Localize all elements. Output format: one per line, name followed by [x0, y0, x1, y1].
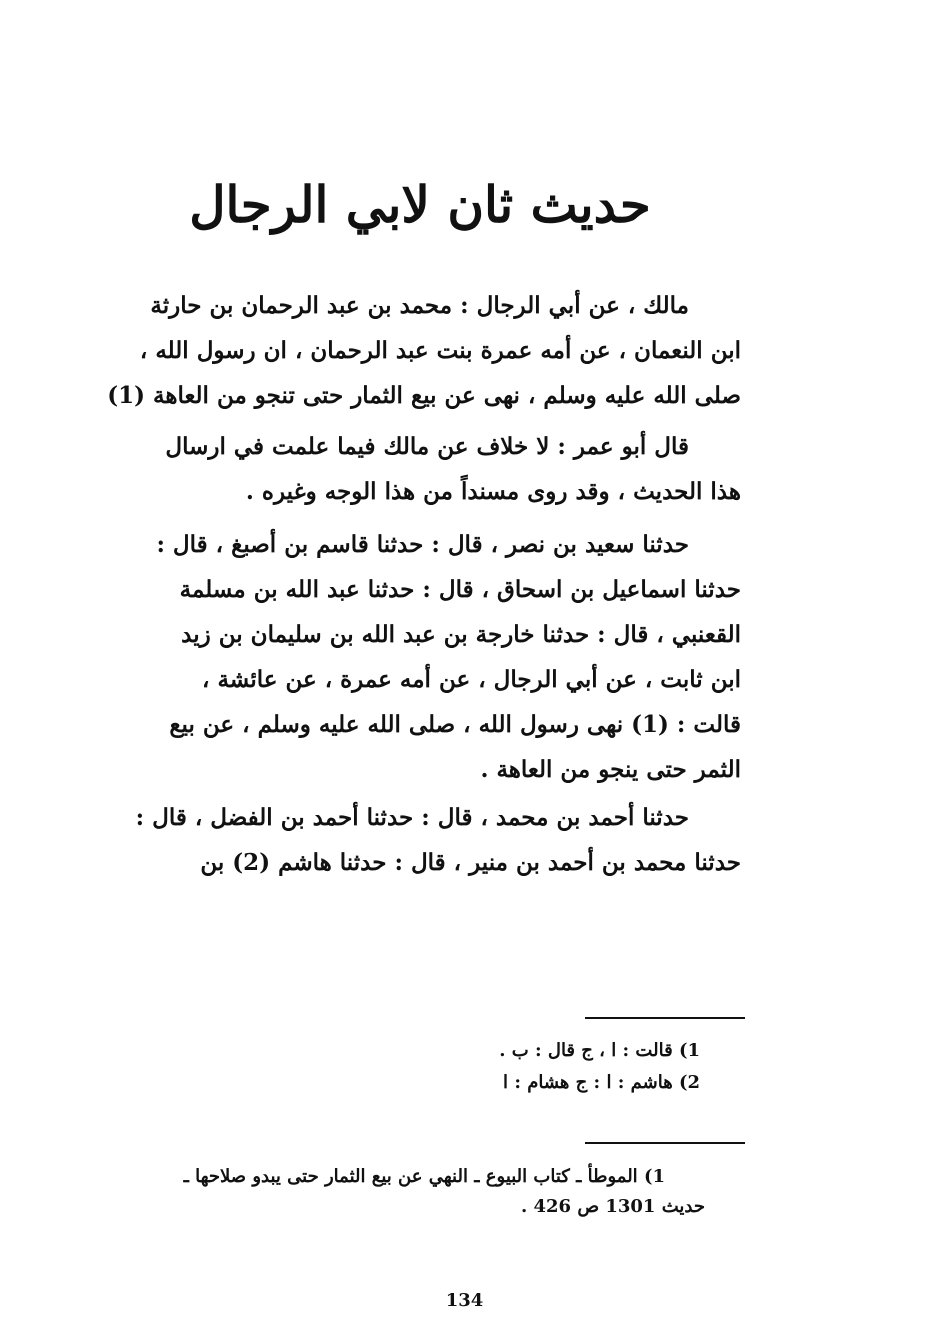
- variant-note: 1) قالت : ا ، ج قال : ب .: [499, 1040, 700, 1061]
- paragraph-2: [105, 424, 741, 514]
- footnote-divider: [585, 1142, 745, 1144]
- text-line: قالت : (1) نهى رسول الله ، صلى الله عليه وسلم ، عن بيع: [169, 711, 741, 738]
- text-line: هذا الحديث ، وقد روى مسنداً من هذا الوجه وغيره .: [245, 478, 741, 505]
- text-line: حدثنا محمد بن أحمد بن منير ، قال : حدثنا هاشم (2) بن: [200, 849, 741, 876]
- notes-divider: [585, 1017, 745, 1019]
- paragraph-1: [105, 283, 741, 418]
- text-line: ابن النعمان ، عن أمه عمرة بنت عبد الرحمان ، ان رسول الله ،: [139, 337, 741, 364]
- footnote-line: 1) الموطأ ـ كتاب البيوع ـ النهي عن بيع الثمار حتى يبدو صلاحها ـ: [183, 1166, 665, 1187]
- text-line: القعنبي ، قال : حدثنا خارجة بن عبد الله بن سليمان بن زيد: [181, 621, 741, 648]
- page-number: 134: [445, 1290, 484, 1311]
- variant-note: 2) هاشم : ا : ج هشام : ا: [503, 1072, 700, 1093]
- text-line: الثمر حتى ينجو من العاهة .: [480, 756, 741, 783]
- text-line: حدثنا اسماعيل بن اسحاق ، قال : حدثنا عبد الله بن مسلمة: [179, 576, 741, 603]
- footnote: [105, 1162, 705, 1222]
- footnote-line: حديث 1301 ص 426 .: [520, 1196, 705, 1217]
- text-line: قال أبو عمر : لا خلاف عن مالك فيما علمت في ارسال: [165, 433, 689, 460]
- text-line: حدثنا سعيد بن نصر ، قال : حدثنا قاسم بن أصبغ ، قال :: [156, 531, 689, 558]
- page-title: حديث ثان لابي الرجال: [189, 175, 651, 234]
- paragraph-3: [105, 522, 741, 792]
- paragraph-4: [105, 795, 741, 885]
- text-line: حدثنا أحمد بن محمد ، قال : حدثنا أحمد بن الفضل ، قال :: [135, 804, 689, 831]
- text-line: مالك ، عن أبي الرجال : محمد بن عبد الرحمان بن حارثة: [150, 292, 689, 319]
- variant-notes: [400, 1035, 700, 1099]
- text-line: صلى الله عليه وسلم ، نهى عن بيع الثمار حتى تنجو من العاهة (1): [107, 382, 741, 409]
- text-line: ابن ثابت ، عن أبي الرجال ، عن أمه عمرة ، عن عائشة ،: [202, 666, 741, 693]
